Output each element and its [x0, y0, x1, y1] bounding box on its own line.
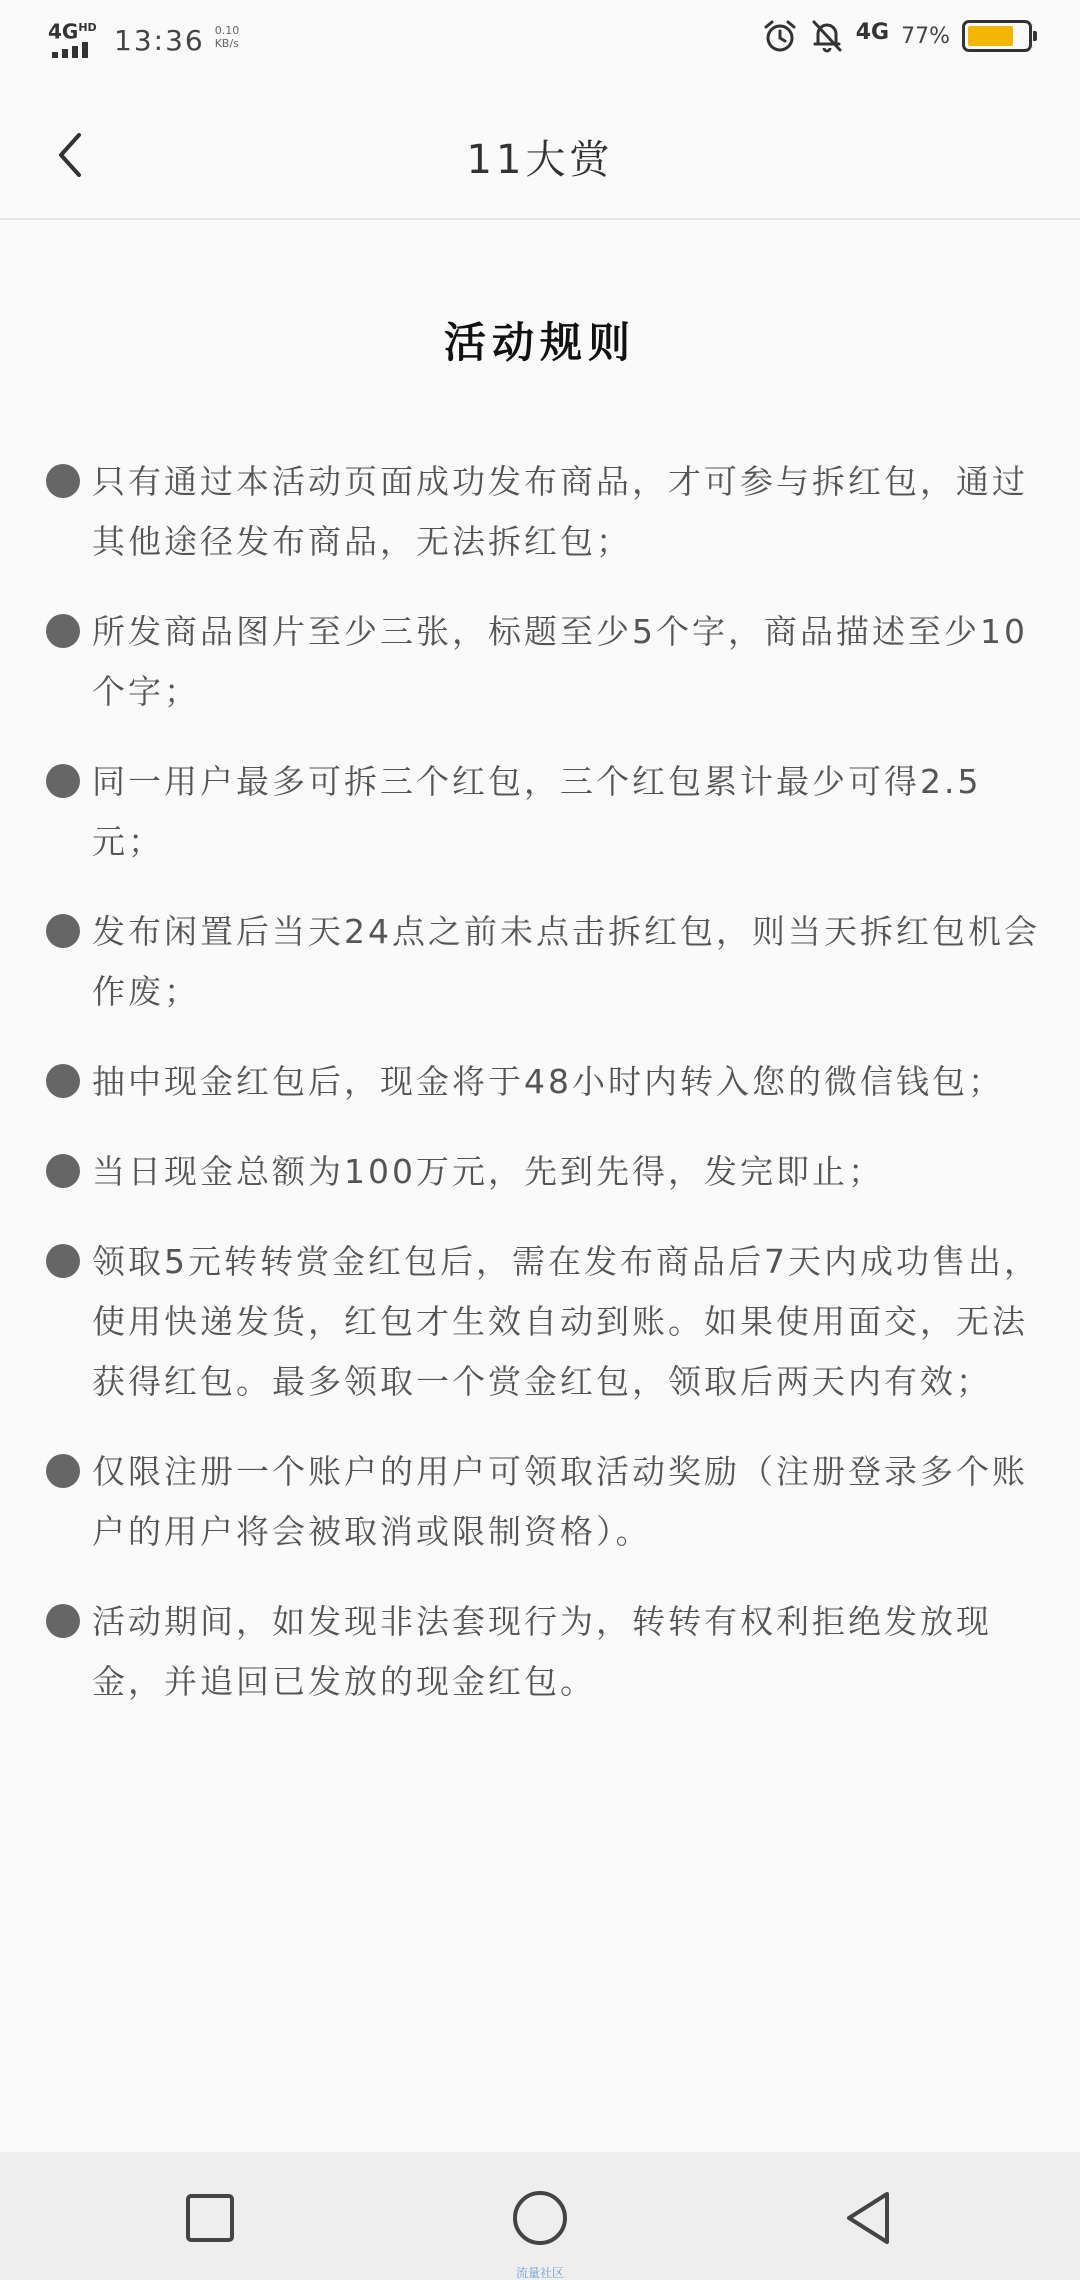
rule-item — [42, 1592, 1042, 1712]
page-title: 11大赏 — [466, 137, 614, 183]
status-right — [762, 18, 1032, 54]
bullet-icon — [46, 1604, 80, 1638]
rules-list — [42, 452, 1042, 1742]
battery-icon — [962, 20, 1032, 52]
bullet-icon — [46, 1064, 80, 1098]
network-speed — [215, 24, 240, 50]
bullet-icon — [46, 464, 80, 498]
bullet-icon — [46, 914, 80, 948]
speed-unit: KB/s — [214, 37, 239, 50]
battery-percent: 77% — [901, 23, 950, 49]
rule-text: 同一用户最多可拆三个红包，三个红包累计最少可得2.5元； — [92, 762, 982, 861]
status-left — [48, 18, 239, 60]
notifications-off-icon — [810, 18, 844, 54]
triangle-back-icon — [843, 2190, 893, 2246]
rule-text: 所发商品图片至少三张，标题至少5个字，商品描述至少10个字； — [92, 612, 1028, 711]
network-indicator — [48, 18, 100, 60]
rule-text: 发布闲置后当天24点之前未点击拆红包，则当天拆红包机会作废； — [92, 912, 1040, 1011]
bullet-icon — [46, 614, 80, 648]
rule-text: 活动期间，如发现非法套现行为，转转有权利拒绝发放现金，并追回已发放的现金红包。 — [92, 1602, 992, 1701]
rule-item — [42, 1142, 1042, 1202]
bullet-icon — [46, 1454, 80, 1488]
watermark: 流量社区 — [515, 2266, 564, 2280]
recent-apps-button[interactable] — [170, 2178, 250, 2258]
rule-text: 当日现金总额为100万元，先到先得，发完即止； — [92, 1152, 884, 1191]
home-button[interactable] — [500, 2178, 580, 2258]
bullet-icon — [46, 1154, 80, 1188]
rule-text: 只有通过本活动页面成功发布商品，才可参与拆红包，通过其他途径发布商品，无法拆红包； — [92, 462, 1028, 561]
nav-back-button[interactable] — [828, 2178, 908, 2258]
circle-icon — [511, 2189, 569, 2247]
rule-item — [42, 452, 1042, 572]
bullet-icon — [46, 1244, 80, 1278]
signal-icon — [52, 42, 88, 58]
speed-value: 0.10 — [214, 24, 240, 37]
rule-item — [42, 752, 1042, 872]
status-bar — [0, 0, 1080, 80]
battery-fill — [968, 26, 1013, 46]
section-title: 活动规则 — [443, 318, 636, 367]
rule-item — [42, 1442, 1042, 1562]
network-type: 4G — [855, 19, 890, 45]
rule-item — [42, 902, 1042, 1022]
rule-item — [42, 1052, 1042, 1112]
bullet-icon — [46, 764, 80, 798]
rule-text: 抽中现金红包后，现金将于48小时内转入您的微信钱包； — [92, 1062, 1004, 1101]
network-sup: HD — [78, 21, 97, 34]
square-icon — [185, 2193, 235, 2243]
nav-header — [0, 80, 1080, 220]
network-label: 4G — [48, 19, 79, 44]
clock: 13:36 — [114, 24, 205, 57]
rule-item — [42, 1232, 1042, 1412]
rule-item — [42, 602, 1042, 722]
alarm-icon — [762, 18, 798, 54]
rule-text: 仅限注册一个账户的用户可领取活动奖励（注册登录多个账户的用户将会被取消或限制资格）。 — [92, 1452, 1028, 1551]
system-nav-bar — [0, 2152, 1080, 2280]
rule-text: 领取5元转转赏金红包后，需在发布商品后7天内成功售出，使用快递发货，红包才生效自动到账。如果使用面交，无法获得红包。最多领取一个赏金红包，领取后两天内有效； — [92, 1242, 1040, 1401]
